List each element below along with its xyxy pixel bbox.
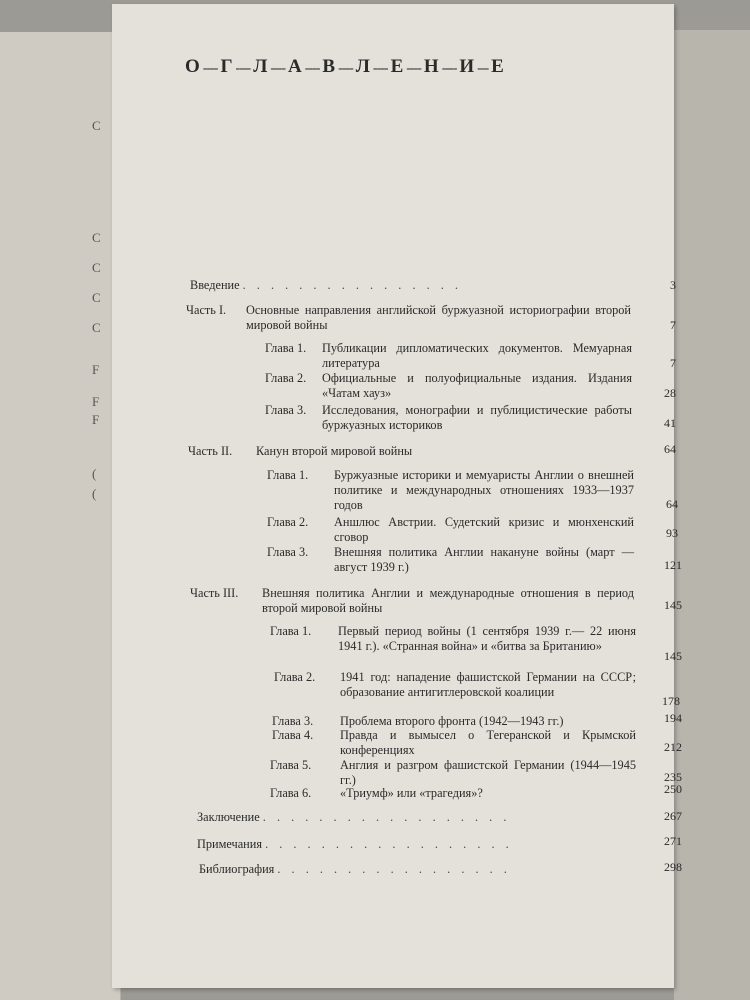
left-page-char: С <box>92 320 101 335</box>
toc-page-number: 7 <box>670 356 676 370</box>
toc-entry: Введение . . . . . . . . . . . . . . . . <box>190 278 462 292</box>
toc-label: Глава 5. <box>270 758 312 772</box>
left-page-char: F <box>92 362 100 377</box>
toc-entry-text: Основные направления английской буржуазной историографии второй мировой войны <box>246 303 631 332</box>
right-background <box>674 30 750 1000</box>
title-letter: Е <box>390 56 404 77</box>
toc-label: Заключение <box>197 810 260 824</box>
title-letter: И <box>459 56 475 77</box>
toc-page-number: 271 <box>664 834 682 848</box>
title-letter: Л <box>355 56 370 77</box>
toc-entry-text: Публикации дипломатических документов. Мемуарная литература <box>322 341 632 370</box>
toc-entry: Заключение . . . . . . . . . . . . . . . . . . <box>197 810 511 824</box>
toc-entry-text: Исследования, монографии и публицистические работы буржуазных историков <box>322 403 632 432</box>
toc-entry-text: Буржуазные историки и мемуаристы Англии о внешней политике и международных отношениях 1933—1937 годов <box>334 468 634 512</box>
toc-entry: Примечания . . . . . . . . . . . . . . . . . . <box>197 837 513 851</box>
toc-entry-text: Канун второй мировой войны <box>256 444 413 458</box>
left-page-char: С <box>92 290 101 305</box>
toc-page-number: 298 <box>664 860 682 874</box>
toc-label: Введение <box>190 278 240 292</box>
toc-label: Глава 2. <box>265 371 307 385</box>
toc-page-number: 41 <box>664 416 676 430</box>
toc-entry-text: Внешняя политика Англии и международные отношения в период второй мировой войны <box>262 586 634 615</box>
toc-page-number: 28 <box>664 386 676 400</box>
toc-label: Библиография <box>199 862 275 876</box>
toc-label: Часть I. <box>186 303 227 317</box>
toc-entry-text: Первый период войны (1 сентября 1939 г.— 22 июня 1941 г.). «Странная война» и «битва за Британию» <box>338 624 636 653</box>
toc-entry-text: Аншлюс Австрии. Судетский кризис и мюнхенский сговор <box>334 515 634 544</box>
toc-label: Глава 1. <box>270 624 312 638</box>
toc-label: Примечания <box>197 837 263 851</box>
left-page-char: С <box>92 230 101 245</box>
toc-page-number: 121 <box>664 558 682 572</box>
left-page-char: F <box>92 412 100 427</box>
toc-page-number: 250 <box>664 782 682 796</box>
toc-page-number: 64 <box>664 442 676 456</box>
toc-label: Глава 1. <box>265 341 307 355</box>
toc-label: Глава 2. <box>274 670 316 684</box>
toc-page-number: 267 <box>664 809 682 823</box>
toc-page-number: 212 <box>664 740 682 754</box>
toc-page-number: 194 <box>664 711 682 725</box>
toc-entry: Библиография . . . . . . . . . . . . . . . . . <box>199 862 511 876</box>
toc-label: Глава 3. <box>267 545 309 559</box>
toc-label: Глава 2. <box>267 515 309 529</box>
toc-entry-text: Внешняя политика Англии накануне войны (март — август 1939 г.) <box>334 545 634 574</box>
title-letter: Л <box>253 56 268 77</box>
toc-entry-text: Официальные и полуофициальные издания. Издания «Чатам хауз» <box>322 371 632 400</box>
toc-page-number: 3 <box>670 278 676 292</box>
page-title: О ---- Г ---- Л ---- А ---- В ---- Л ---- Е ---- Н ---- И --- Е <box>185 56 504 77</box>
left-page-char: F <box>92 394 100 409</box>
toc-page-number: 145 <box>664 649 682 663</box>
toc-label: Глава 4. <box>272 728 314 742</box>
left-page-char: ( <box>92 486 97 501</box>
toc-page-number: 235 <box>664 770 682 784</box>
toc-label: Глава 3. <box>265 403 307 417</box>
title-letter: Г <box>220 56 233 77</box>
left-page-char: ( <box>92 466 97 481</box>
left-page-char: С <box>92 260 101 275</box>
toc-page-number: 7 <box>670 318 676 332</box>
toc-label: Глава 6. <box>270 786 312 800</box>
toc-entry-text: Проблема второго фронта (1942—1943 гг.) <box>340 714 564 728</box>
title-letter: О <box>185 56 200 77</box>
toc-page-number: 64 <box>666 497 678 511</box>
title-letter: Н <box>423 56 439 77</box>
toc-page-number: 145 <box>664 598 682 612</box>
left-page-edge <box>0 32 121 1000</box>
toc-page-number: 93 <box>666 526 678 540</box>
toc-entry-text: «Триумф» или «трагедия»? <box>340 786 483 800</box>
title-letter: В <box>322 56 336 77</box>
toc-entry-text: Правда и вымысел о Тегеранской и Крымской конференциях <box>340 728 636 757</box>
toc-label: Глава 3. <box>272 714 314 728</box>
toc-label: Часть III. <box>190 586 239 600</box>
toc-page-number: 178 <box>662 694 680 708</box>
toc-entry-text: Англия и разгром фашистской Германии (1944—1945 гг.) <box>340 758 636 787</box>
title-letter: Е <box>491 56 504 77</box>
left-page-char: С <box>92 118 101 133</box>
title-letter: А <box>288 56 302 77</box>
toc-label: Глава 1. <box>267 468 309 482</box>
toc-entry-text: 1941 год: нападение фашистской Германии на СССР; образование антигитлеровской коалиции <box>340 670 636 699</box>
toc-label: Часть II. <box>188 444 233 458</box>
